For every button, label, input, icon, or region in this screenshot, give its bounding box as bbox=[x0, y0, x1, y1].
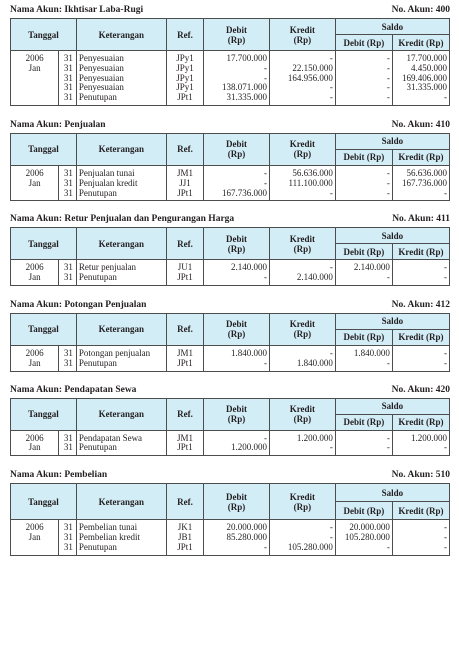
ledger-table bbox=[10, 227, 450, 286]
col-header-kredit bbox=[269, 19, 335, 51]
date-day: 31 bbox=[59, 443, 77, 455]
date-year: 2006 bbox=[11, 345, 59, 358]
date-day: 31 bbox=[59, 179, 77, 189]
account-name: Nama Akun: Penjualan bbox=[10, 119, 106, 130]
kredit-amount: 1.840.000 bbox=[269, 359, 335, 371]
reference: JM1 bbox=[166, 345, 203, 358]
saldo-kredit-amount: - bbox=[392, 189, 449, 201]
account-name: Nama Akun: Pendapatan Sewa bbox=[10, 384, 137, 395]
kredit-label: Kredit bbox=[289, 319, 316, 330]
date-year: Jan bbox=[11, 179, 59, 189]
table-row bbox=[11, 179, 450, 189]
kredit-label: Kredit bbox=[289, 139, 316, 150]
table-row bbox=[11, 93, 450, 105]
col-header-ref: Ref. bbox=[166, 313, 203, 345]
account-name: Nama Akun: Potongan Penjualan bbox=[10, 299, 147, 310]
col-header-keterangan: Keterangan bbox=[76, 19, 166, 51]
date-day: 31 bbox=[59, 430, 77, 443]
reference: JM1 bbox=[166, 165, 203, 178]
kredit-amount: - bbox=[269, 189, 335, 201]
kredit-amount: 164.956.000 bbox=[269, 74, 335, 84]
saldo-debit-amount: - bbox=[335, 51, 392, 64]
col-header-saldo-kredit: Kredit (Rp) bbox=[392, 414, 449, 430]
col-header-saldo: Saldo bbox=[335, 398, 449, 414]
ledger-account bbox=[10, 465, 450, 555]
col-header-debit bbox=[204, 133, 270, 165]
date-year: 2006 bbox=[11, 430, 59, 443]
date-day: 31 bbox=[59, 74, 77, 84]
date-year bbox=[11, 189, 59, 201]
col-header-saldo-debit: Debit (Rp) bbox=[335, 502, 392, 520]
saldo-kredit-amount: - bbox=[392, 273, 449, 285]
saldo-kredit-amount: - bbox=[392, 543, 449, 555]
date-year: 2006 bbox=[11, 51, 59, 64]
date-year: 2006 bbox=[11, 165, 59, 178]
ledger-table bbox=[10, 18, 450, 106]
debit-amount: 1.200.000 bbox=[204, 443, 270, 455]
col-header-saldo-debit: Debit (Rp) bbox=[335, 244, 392, 260]
table-row bbox=[11, 74, 450, 84]
description: Penjualan tunai bbox=[76, 165, 166, 178]
saldo-debit-amount: - bbox=[335, 93, 392, 105]
saldo-kredit-amount: 56.636.000 bbox=[392, 165, 449, 178]
col-header-saldo-debit: Debit (Rp) bbox=[335, 35, 392, 51]
col-header-saldo: Saldo bbox=[335, 19, 449, 35]
account-header bbox=[10, 465, 450, 483]
table-row bbox=[11, 273, 450, 285]
kredit-amount: - bbox=[269, 83, 335, 93]
kredit-unit: (Rp) bbox=[293, 414, 312, 425]
col-header-keterangan: Keterangan bbox=[76, 484, 166, 520]
debit-unit: (Rp) bbox=[227, 501, 246, 512]
kredit-amount: - bbox=[269, 520, 335, 533]
reference: JK1 bbox=[166, 520, 203, 533]
debit-unit: (Rp) bbox=[227, 34, 246, 45]
col-header-keterangan: Keterangan bbox=[76, 228, 166, 260]
debit-unit: (Rp) bbox=[227, 243, 246, 254]
ledger-account bbox=[10, 0, 450, 106]
date-day: 31 bbox=[59, 260, 77, 273]
reference: JPy1 bbox=[166, 64, 203, 74]
saldo-kredit-amount: 169.406.000 bbox=[392, 74, 449, 84]
col-header-debit bbox=[204, 484, 270, 520]
saldo-debit-amount: 20.000.000 bbox=[335, 520, 392, 533]
table-row bbox=[11, 64, 450, 74]
date-day: 31 bbox=[59, 533, 77, 543]
kredit-label: Kredit bbox=[289, 491, 316, 502]
table-row bbox=[11, 443, 450, 455]
reference: JPt1 bbox=[166, 273, 203, 285]
date-day: 31 bbox=[59, 51, 77, 64]
description: Retur penjualan bbox=[76, 260, 166, 273]
account-number: No. Akun: 400 bbox=[391, 5, 450, 15]
debit-amount: - bbox=[204, 273, 270, 285]
debit-amount: - bbox=[204, 64, 270, 74]
date-year: 2006 bbox=[11, 520, 59, 533]
description: Penutupan bbox=[76, 443, 166, 455]
kredit-label: Kredit bbox=[289, 404, 316, 415]
kredit-unit: (Rp) bbox=[293, 149, 312, 160]
col-header-ref: Ref. bbox=[166, 484, 203, 520]
table-row bbox=[11, 189, 450, 201]
reference: JB1 bbox=[166, 533, 203, 543]
table-row bbox=[11, 51, 450, 64]
debit-label: Debit bbox=[226, 233, 248, 244]
debit-amount: - bbox=[204, 430, 270, 443]
debit-amount: 167.736.000 bbox=[204, 189, 270, 201]
col-header-debit bbox=[204, 313, 270, 345]
debit-amount: - bbox=[204, 179, 270, 189]
col-header-saldo-kredit: Kredit (Rp) bbox=[392, 244, 449, 260]
account-number: No. Akun: 411 bbox=[392, 214, 450, 225]
date-day: 31 bbox=[59, 165, 77, 178]
kredit-unit: (Rp) bbox=[293, 329, 312, 340]
saldo-debit-amount: - bbox=[335, 443, 392, 455]
kredit-label: Kredit bbox=[289, 233, 316, 244]
kredit-amount: 111.100.000 bbox=[269, 179, 335, 189]
ledger-account bbox=[10, 380, 450, 457]
col-header-tanggal: Tanggal bbox=[11, 313, 77, 345]
table-row bbox=[11, 520, 450, 533]
date-year bbox=[11, 543, 59, 555]
kredit-amount: - bbox=[269, 93, 335, 105]
col-header-debit bbox=[204, 228, 270, 260]
col-header-tanggal: Tanggal bbox=[11, 19, 77, 51]
account-number: No. Akun: 410 bbox=[391, 119, 450, 130]
col-header-saldo: Saldo bbox=[335, 484, 449, 502]
saldo-kredit-amount: 4.450.000 bbox=[392, 64, 449, 74]
debit-label: Debit bbox=[226, 491, 248, 502]
description: Pendapatan Sewa bbox=[76, 430, 166, 443]
kredit-unit: (Rp) bbox=[293, 501, 312, 512]
debit-amount: - bbox=[204, 359, 270, 371]
saldo-kredit-amount: - bbox=[392, 533, 449, 543]
debit-amount: 138.071.000 bbox=[204, 83, 270, 93]
col-header-saldo: Saldo bbox=[335, 228, 449, 244]
col-header-kredit bbox=[269, 228, 335, 260]
debit-unit: (Rp) bbox=[227, 414, 246, 425]
debit-amount: 31.335.000 bbox=[204, 93, 270, 105]
debit-unit: (Rp) bbox=[227, 329, 246, 340]
saldo-debit-amount: - bbox=[335, 273, 392, 285]
description: Pembelian kredit bbox=[76, 533, 166, 543]
ledger-table bbox=[10, 313, 450, 372]
date-year: Jan bbox=[11, 64, 59, 74]
col-header-saldo-debit: Debit (Rp) bbox=[335, 149, 392, 165]
reference: JPt1 bbox=[166, 359, 203, 371]
col-header-ref: Ref. bbox=[166, 133, 203, 165]
debit-amount: 17.700.000 bbox=[204, 51, 270, 64]
saldo-debit-amount: 2.140.000 bbox=[335, 260, 392, 273]
description: Penutupan bbox=[76, 273, 166, 285]
date-year: 2006 bbox=[11, 260, 59, 273]
saldo-debit-amount: 105.280.000 bbox=[335, 533, 392, 543]
kredit-amount: 56.636.000 bbox=[269, 165, 335, 178]
table-row bbox=[11, 83, 450, 93]
saldo-kredit-amount: 17.700.000 bbox=[392, 51, 449, 64]
date-day: 31 bbox=[59, 345, 77, 358]
description: Penyesuaian bbox=[76, 83, 166, 93]
table-row bbox=[11, 543, 450, 555]
kredit-unit: (Rp) bbox=[293, 34, 312, 45]
account-header bbox=[10, 209, 450, 227]
table-row bbox=[11, 260, 450, 273]
debit-label: Debit bbox=[226, 139, 248, 150]
date-year bbox=[11, 93, 59, 105]
col-header-kredit bbox=[269, 484, 335, 520]
col-header-keterangan: Keterangan bbox=[76, 313, 166, 345]
saldo-debit-amount: - bbox=[335, 165, 392, 178]
saldo-kredit-amount: 167.736.000 bbox=[392, 179, 449, 189]
kredit-amount: 105.280.000 bbox=[269, 543, 335, 555]
date-day: 31 bbox=[59, 273, 77, 285]
description: Penutupan bbox=[76, 359, 166, 371]
debit-label: Debit bbox=[226, 404, 248, 415]
reference: JPt1 bbox=[166, 189, 203, 201]
reference: JM1 bbox=[166, 430, 203, 443]
reference: JPt1 bbox=[166, 93, 203, 105]
saldo-kredit-amount: - bbox=[392, 359, 449, 371]
saldo-kredit-amount: - bbox=[392, 93, 449, 105]
kredit-label: Kredit bbox=[289, 24, 316, 35]
table-row bbox=[11, 345, 450, 358]
reference: JJ1 bbox=[166, 179, 203, 189]
date-year: Jan bbox=[11, 359, 59, 371]
table-row bbox=[11, 165, 450, 178]
table-row bbox=[11, 430, 450, 443]
table-row bbox=[11, 359, 450, 371]
reference: JPy1 bbox=[166, 83, 203, 93]
account-name: Nama Akun: Pembelian bbox=[10, 470, 108, 481]
col-header-saldo: Saldo bbox=[335, 133, 449, 149]
col-header-debit bbox=[204, 398, 270, 430]
debit-amount: 2.140.000 bbox=[204, 260, 270, 273]
col-header-tanggal: Tanggal bbox=[11, 133, 77, 165]
date-day: 31 bbox=[59, 543, 77, 555]
reference: JPt1 bbox=[166, 443, 203, 455]
account-header bbox=[10, 380, 450, 398]
account-name: Nama Akun: Retur Penjualan dan Pengurangan Harga bbox=[10, 214, 235, 225]
saldo-kredit-amount: - bbox=[392, 345, 449, 358]
account-number: No. Akun: 510 bbox=[391, 470, 450, 481]
table-row bbox=[11, 533, 450, 543]
ledger-table bbox=[10, 133, 450, 201]
account-number: No. Akun: 412 bbox=[391, 299, 450, 310]
date-day: 31 bbox=[59, 189, 77, 201]
kredit-amount: - bbox=[269, 345, 335, 358]
saldo-debit-amount: - bbox=[335, 64, 392, 74]
col-header-tanggal: Tanggal bbox=[11, 228, 77, 260]
description: Penjualan kredit bbox=[76, 179, 166, 189]
saldo-debit-amount: - bbox=[335, 74, 392, 84]
kredit-unit: (Rp) bbox=[293, 243, 312, 254]
col-header-saldo-debit: Debit (Rp) bbox=[335, 414, 392, 430]
debit-amount: 20.000.000 bbox=[204, 520, 270, 533]
reference: JU1 bbox=[166, 260, 203, 273]
col-header-kredit bbox=[269, 398, 335, 430]
reference: JPy1 bbox=[166, 51, 203, 64]
description: Penyesuaian bbox=[76, 64, 166, 74]
saldo-debit-amount: - bbox=[335, 179, 392, 189]
saldo-debit-amount: - bbox=[335, 430, 392, 443]
kredit-amount: 22.150.000 bbox=[269, 64, 335, 74]
date-day: 31 bbox=[59, 93, 77, 105]
description: Penyesuaian bbox=[76, 74, 166, 84]
col-header-tanggal: Tanggal bbox=[11, 398, 77, 430]
kredit-amount: 2.140.000 bbox=[269, 273, 335, 285]
col-header-tanggal: Tanggal bbox=[11, 484, 77, 520]
col-header-ref: Ref. bbox=[166, 228, 203, 260]
ledger-account bbox=[10, 295, 450, 372]
description: Potongan penjualan bbox=[76, 345, 166, 358]
reference: JPy1 bbox=[166, 74, 203, 84]
date-day: 31 bbox=[59, 359, 77, 371]
saldo-debit-amount: - bbox=[335, 359, 392, 371]
saldo-kredit-amount: - bbox=[392, 443, 449, 455]
account-header bbox=[10, 0, 450, 18]
account-name: Nama Akun: Ikhtisar Laba-Rugi bbox=[10, 5, 144, 15]
date-year: Jan bbox=[11, 443, 59, 455]
account-header bbox=[10, 115, 450, 133]
col-header-keterangan: Keterangan bbox=[76, 133, 166, 165]
debit-amount: - bbox=[204, 543, 270, 555]
saldo-debit-amount: - bbox=[335, 83, 392, 93]
description: Pembelian tunai bbox=[76, 520, 166, 533]
col-header-saldo-kredit: Kredit (Rp) bbox=[392, 35, 449, 51]
col-header-kredit bbox=[269, 133, 335, 165]
date-day: 31 bbox=[59, 83, 77, 93]
saldo-debit-amount: - bbox=[335, 189, 392, 201]
description: Penyesuaian bbox=[76, 51, 166, 64]
saldo-kredit-amount: - bbox=[392, 520, 449, 533]
col-header-saldo-kredit: Kredit (Rp) bbox=[392, 149, 449, 165]
debit-amount: - bbox=[204, 165, 270, 178]
saldo-kredit-amount: 1.200.000 bbox=[392, 430, 449, 443]
debit-amount: 85.280.000 bbox=[204, 533, 270, 543]
col-header-kredit bbox=[269, 313, 335, 345]
ledger-table bbox=[10, 483, 450, 555]
col-header-saldo-kredit: Kredit (Rp) bbox=[392, 329, 449, 345]
date-year: Jan bbox=[11, 273, 59, 285]
account-header bbox=[10, 295, 450, 313]
saldo-debit-amount: 1.840.000 bbox=[335, 345, 392, 358]
col-header-saldo-kredit: Kredit (Rp) bbox=[392, 502, 449, 520]
ledger-account bbox=[10, 209, 450, 286]
description: Penutupan bbox=[76, 93, 166, 105]
ledger-account bbox=[10, 115, 450, 201]
col-header-ref: Ref. bbox=[166, 19, 203, 51]
debit-label: Debit bbox=[226, 24, 248, 35]
date-day: 31 bbox=[59, 520, 77, 533]
date-year bbox=[11, 74, 59, 84]
col-header-saldo-debit: Debit (Rp) bbox=[335, 329, 392, 345]
description: Penutupan bbox=[76, 543, 166, 555]
saldo-kredit-amount: - bbox=[392, 260, 449, 273]
kredit-amount: - bbox=[269, 533, 335, 543]
kredit-amount: - bbox=[269, 51, 335, 64]
kredit-amount: - bbox=[269, 443, 335, 455]
saldo-kredit-amount: 31.335.000 bbox=[392, 83, 449, 93]
saldo-debit-amount: - bbox=[335, 543, 392, 555]
date-day: 31 bbox=[59, 64, 77, 74]
debit-label: Debit bbox=[226, 319, 248, 330]
col-header-debit bbox=[204, 19, 270, 51]
ledger-table bbox=[10, 398, 450, 457]
col-header-keterangan: Keterangan bbox=[76, 398, 166, 430]
kredit-amount: - bbox=[269, 260, 335, 273]
reference: JPt1 bbox=[166, 543, 203, 555]
debit-amount: - bbox=[204, 74, 270, 84]
description: Penutupan bbox=[76, 189, 166, 201]
account-number: No. Akun: 420 bbox=[391, 384, 450, 395]
col-header-saldo: Saldo bbox=[335, 313, 449, 329]
debit-unit: (Rp) bbox=[227, 149, 246, 160]
kredit-amount: 1.200.000 bbox=[269, 430, 335, 443]
date-year bbox=[11, 83, 59, 93]
col-header-ref: Ref. bbox=[166, 398, 203, 430]
date-year: Jan bbox=[11, 533, 59, 543]
debit-amount: 1.840.000 bbox=[204, 345, 270, 358]
